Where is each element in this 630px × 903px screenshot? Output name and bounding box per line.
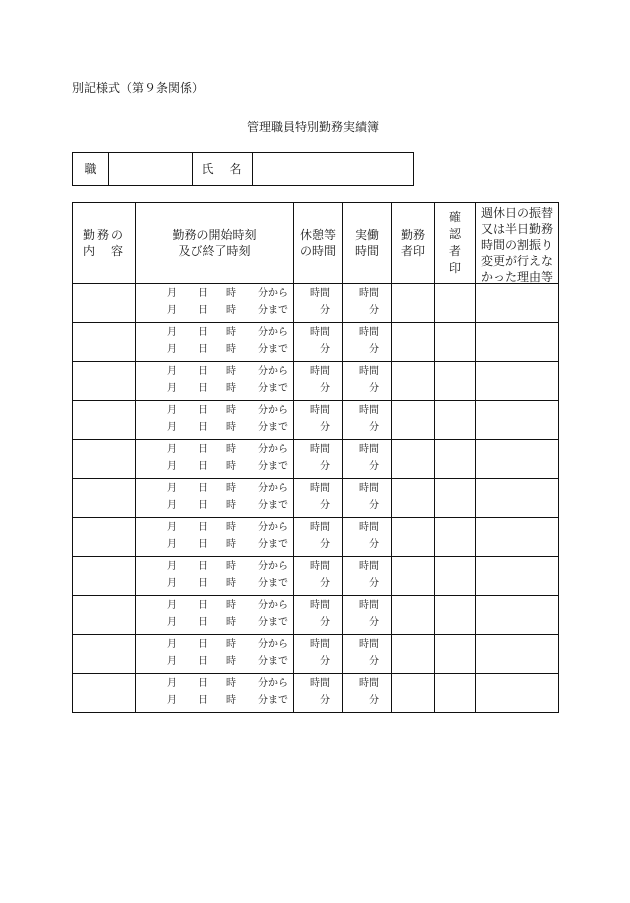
reason-cell [475, 439, 559, 479]
header-line: の時間 [299, 244, 336, 258]
start-end-time-cell [135, 595, 294, 635]
start-day-label: 日 [198, 366, 208, 377]
start-end-time-cell [135, 322, 294, 362]
end-day-label: 日 [198, 539, 208, 550]
start-end-time-cell [135, 439, 294, 479]
start-minute-label: 分から [258, 678, 288, 689]
end-month-label: 月 [167, 695, 177, 706]
reason-cell [475, 556, 559, 596]
end-month-label: 月 [167, 344, 177, 355]
start-hour-label: 時 [226, 483, 236, 494]
actual-time-hours-label: 時間 [359, 288, 379, 299]
end-month-label: 月 [167, 305, 177, 316]
header-break-time [293, 202, 343, 284]
start-minute-label: 分から [258, 366, 288, 377]
start-day-label: 日 [198, 288, 208, 299]
work-content-cell [72, 322, 136, 362]
break-time-cell [293, 595, 343, 635]
work-content-cell [72, 439, 136, 479]
start-month-label: 月 [167, 327, 177, 338]
start-end-time-cell [135, 634, 294, 674]
actual-time-minutes-label: 分 [369, 578, 379, 589]
header-start-end-time [135, 202, 294, 284]
end-day-label: 日 [198, 617, 208, 628]
start-time-line [136, 677, 293, 691]
work-content-cell [72, 634, 136, 674]
break-time-cell [293, 517, 343, 557]
reason-cell [475, 517, 559, 557]
confirmer-seal-cell [434, 478, 476, 518]
work-content-cell [72, 556, 136, 596]
end-day-label: 日 [198, 344, 208, 355]
header-line: 又は半日勤務 [481, 222, 554, 236]
end-day-label: 日 [198, 656, 208, 667]
actual-time-cell [342, 673, 392, 713]
break-time-hours-label: 時間 [310, 405, 330, 416]
worker-seal-cell [391, 673, 435, 713]
header-line: 及び終了時刻 [178, 244, 251, 258]
start-end-time-cell [135, 400, 294, 440]
header-line: 確 [448, 210, 461, 224]
start-minute-label: 分から [258, 444, 288, 455]
actual-time-minutes-label: 分 [369, 539, 379, 550]
end-day-label: 日 [198, 305, 208, 316]
end-minute-label: 分まで [258, 305, 288, 316]
break-time-minutes-label: 分 [320, 500, 330, 511]
worker-seal-cell [391, 478, 435, 518]
end-day-label: 日 [198, 578, 208, 589]
worker-seal-cell [391, 634, 435, 674]
end-time-line [136, 577, 293, 591]
name-label: 氏 名 [192, 152, 253, 186]
start-month-label: 月 [167, 522, 177, 533]
end-minute-label: 分まで [258, 383, 288, 394]
actual-time-hours-label: 時間 [359, 561, 379, 572]
work-content-cell [72, 517, 136, 557]
break-time-cell [293, 439, 343, 479]
start-hour-label: 時 [226, 522, 236, 533]
end-minute-label: 分まで [258, 656, 288, 667]
confirmer-seal-cell [434, 361, 476, 401]
actual-time-minutes-label: 分 [369, 500, 379, 511]
start-day-label: 日 [198, 405, 208, 416]
header-line: 者印 [400, 244, 425, 258]
break-time-hours-label: 時間 [310, 678, 330, 689]
start-hour-label: 時 [226, 327, 236, 338]
confirmer-seal-cell [434, 439, 476, 479]
worker-seal-cell [391, 556, 435, 596]
start-month-label: 月 [167, 678, 177, 689]
end-hour-label: 時 [226, 383, 236, 394]
end-time-line [136, 538, 293, 552]
table-row [72, 400, 559, 440]
worker-seal-cell [391, 361, 435, 401]
header-actual-time [342, 202, 392, 284]
start-month-label: 月 [167, 405, 177, 416]
end-hour-label: 時 [226, 617, 236, 628]
break-time-cell [293, 322, 343, 362]
actual-time-hours-label: 時間 [359, 600, 379, 611]
break-time-hours-label: 時間 [310, 639, 330, 650]
header-line: かった理由等 [481, 270, 554, 284]
end-time-line [136, 382, 293, 396]
start-end-time-cell [135, 673, 294, 713]
start-day-label: 日 [198, 483, 208, 494]
break-time-minutes-label: 分 [320, 695, 330, 706]
end-month-label: 月 [167, 539, 177, 550]
end-hour-label: 時 [226, 656, 236, 667]
end-hour-label: 時 [226, 500, 236, 511]
break-time-cell [293, 556, 343, 596]
start-time-line [136, 287, 293, 301]
start-time-line [136, 443, 293, 457]
start-day-label: 日 [198, 639, 208, 650]
table-row [72, 322, 559, 362]
start-time-line [136, 599, 293, 613]
actual-time-hours-label: 時間 [359, 444, 379, 455]
start-end-time-cell [135, 361, 294, 401]
actual-time-cell [342, 322, 392, 362]
start-month-label: 月 [167, 288, 177, 299]
post-label: 職 [72, 152, 109, 186]
break-time-minutes-label: 分 [320, 344, 330, 355]
start-time-line [136, 560, 293, 574]
end-month-label: 月 [167, 578, 177, 589]
end-day-label: 日 [198, 461, 208, 472]
break-time-minutes-label: 分 [320, 422, 330, 433]
start-time-line [136, 404, 293, 418]
end-hour-label: 時 [226, 461, 236, 472]
work-record-table [72, 202, 559, 713]
start-month-label: 月 [167, 561, 177, 572]
actual-time-cell [342, 283, 392, 323]
end-minute-label: 分まで [258, 539, 288, 550]
end-minute-label: 分まで [258, 422, 288, 433]
actual-time-minutes-label: 分 [369, 617, 379, 628]
table-row [72, 673, 559, 713]
start-hour-label: 時 [226, 600, 236, 611]
break-time-hours-label: 時間 [310, 444, 330, 455]
break-time-minutes-label: 分 [320, 578, 330, 589]
break-time-hours-label: 時間 [310, 366, 330, 377]
work-content-cell [72, 283, 136, 323]
end-month-label: 月 [167, 500, 177, 511]
confirmer-seal-cell [434, 595, 476, 635]
actual-time-cell [342, 634, 392, 674]
break-time-hours-label: 時間 [310, 327, 330, 338]
header-line: 者 [448, 244, 461, 258]
worker-seal-cell [391, 322, 435, 362]
start-hour-label: 時 [226, 405, 236, 416]
header-line: 勤務の開始時刻 [172, 228, 257, 242]
end-day-label: 日 [198, 422, 208, 433]
break-time-minutes-label: 分 [320, 656, 330, 667]
reason-cell [475, 634, 559, 674]
start-minute-label: 分から [258, 639, 288, 650]
work-content-cell [72, 478, 136, 518]
confirmer-seal-cell [434, 634, 476, 674]
start-hour-label: 時 [226, 639, 236, 650]
actual-time-hours-label: 時間 [359, 405, 379, 416]
start-hour-label: 時 [226, 444, 236, 455]
end-hour-label: 時 [226, 344, 236, 355]
start-minute-label: 分から [258, 561, 288, 572]
start-time-line [136, 365, 293, 379]
break-time-minutes-label: 分 [320, 461, 330, 472]
work-content-cell [72, 595, 136, 635]
actual-time-cell [342, 517, 392, 557]
table-row [72, 634, 559, 674]
end-hour-label: 時 [226, 539, 236, 550]
table-row [72, 556, 559, 596]
start-month-label: 月 [167, 639, 177, 650]
start-minute-label: 分から [258, 288, 288, 299]
end-day-label: 日 [198, 500, 208, 511]
end-minute-label: 分まで [258, 578, 288, 589]
header-line: 内 容 [82, 244, 125, 258]
start-minute-label: 分から [258, 405, 288, 416]
end-minute-label: 分まで [258, 617, 288, 628]
end-minute-label: 分まで [258, 344, 288, 355]
start-hour-label: 時 [226, 561, 236, 572]
work-content-cell [72, 400, 136, 440]
reason-cell [475, 673, 559, 713]
break-time-hours-label: 時間 [310, 561, 330, 572]
end-hour-label: 時 [226, 695, 236, 706]
page-title: 管理職員特別勤務実績簿 [247, 120, 380, 134]
start-hour-label: 時 [226, 678, 236, 689]
start-day-label: 日 [198, 561, 208, 572]
actual-time-minutes-label: 分 [369, 461, 379, 472]
end-minute-label: 分まで [258, 500, 288, 511]
end-time-line [136, 304, 293, 318]
name-value-cell [252, 152, 414, 186]
reason-cell [475, 400, 559, 440]
end-day-label: 日 [198, 383, 208, 394]
actual-time-hours-label: 時間 [359, 522, 379, 533]
start-month-label: 月 [167, 600, 177, 611]
reason-cell [475, 283, 559, 323]
confirmer-seal-cell [434, 673, 476, 713]
header-line: 勤務の [82, 228, 125, 242]
break-time-hours-label: 時間 [310, 288, 330, 299]
worker-seal-cell [391, 283, 435, 323]
break-time-minutes-label: 分 [320, 383, 330, 394]
actual-time-minutes-label: 分 [369, 305, 379, 316]
end-hour-label: 時 [226, 422, 236, 433]
start-time-line [136, 521, 293, 535]
break-time-cell [293, 400, 343, 440]
end-month-label: 月 [167, 617, 177, 628]
end-time-line [136, 421, 293, 435]
actual-time-cell [342, 556, 392, 596]
worker-seal-cell [391, 595, 435, 635]
actual-time-cell [342, 478, 392, 518]
actual-time-cell [342, 361, 392, 401]
end-time-line [136, 499, 293, 513]
table-row [72, 283, 559, 323]
header-worker-seal [391, 202, 435, 284]
start-time-line [136, 326, 293, 340]
post-value-cell [108, 152, 193, 186]
actual-time-hours-label: 時間 [359, 366, 379, 377]
start-month-label: 月 [167, 444, 177, 455]
end-day-label: 日 [198, 695, 208, 706]
start-day-label: 日 [198, 327, 208, 338]
end-month-label: 月 [167, 422, 177, 433]
break-time-minutes-label: 分 [320, 305, 330, 316]
start-day-label: 日 [198, 600, 208, 611]
break-time-hours-label: 時間 [310, 483, 330, 494]
employee-info-table [72, 152, 414, 186]
form-label: 別記様式（第９条関係） [72, 81, 205, 95]
actual-time-hours-label: 時間 [359, 483, 379, 494]
break-time-cell [293, 478, 343, 518]
end-hour-label: 時 [226, 578, 236, 589]
header-reason [475, 202, 559, 284]
end-month-label: 月 [167, 656, 177, 667]
break-time-hours-label: 時間 [310, 522, 330, 533]
confirmer-seal-cell [434, 400, 476, 440]
table-header-row [72, 202, 559, 284]
table-row [72, 439, 559, 479]
reason-cell [475, 478, 559, 518]
actual-time-minutes-label: 分 [369, 422, 379, 433]
start-month-label: 月 [167, 366, 177, 377]
end-hour-label: 時 [226, 305, 236, 316]
header-line: 時間 [354, 244, 379, 258]
header-line: 休憩等 [299, 228, 336, 242]
actual-time-cell [342, 595, 392, 635]
break-time-cell [293, 283, 343, 323]
end-month-label: 月 [167, 383, 177, 394]
confirmer-seal-cell [434, 283, 476, 323]
break-time-cell [293, 673, 343, 713]
start-hour-label: 時 [226, 288, 236, 299]
break-time-minutes-label: 分 [320, 617, 330, 628]
end-time-line [136, 616, 293, 630]
header-work-content [72, 202, 136, 284]
end-minute-label: 分まで [258, 461, 288, 472]
worker-seal-cell [391, 400, 435, 440]
actual-time-hours-label: 時間 [359, 678, 379, 689]
start-end-time-cell [135, 517, 294, 557]
start-minute-label: 分から [258, 327, 288, 338]
reason-cell [475, 361, 559, 401]
start-day-label: 日 [198, 444, 208, 455]
header-line: 勤務 [400, 228, 425, 242]
start-day-label: 日 [198, 678, 208, 689]
header-line: 認 [448, 227, 461, 241]
table-row [72, 517, 559, 557]
break-time-minutes-label: 分 [320, 539, 330, 550]
header-line: 印 [448, 261, 461, 275]
break-time-hours-label: 時間 [310, 600, 330, 611]
start-minute-label: 分から [258, 600, 288, 611]
header-line: 時間の割振り [481, 238, 554, 252]
table-row [72, 595, 559, 635]
start-minute-label: 分から [258, 522, 288, 533]
start-day-label: 日 [198, 522, 208, 533]
start-time-line [136, 638, 293, 652]
end-time-line [136, 694, 293, 708]
actual-time-hours-label: 時間 [359, 327, 379, 338]
worker-seal-cell [391, 439, 435, 479]
end-time-line [136, 343, 293, 357]
work-content-cell [72, 361, 136, 401]
end-month-label: 月 [167, 461, 177, 472]
actual-time-minutes-label: 分 [369, 383, 379, 394]
start-end-time-cell [135, 556, 294, 596]
break-time-cell [293, 634, 343, 674]
work-content-cell [72, 673, 136, 713]
table-row [72, 478, 559, 518]
header-line: 変更が行えな [481, 254, 554, 268]
start-hour-label: 時 [226, 366, 236, 377]
end-minute-label: 分まで [258, 695, 288, 706]
header-line: 週休日の振替 [481, 206, 554, 220]
actual-time-cell [342, 400, 392, 440]
start-end-time-cell [135, 283, 294, 323]
reason-cell [475, 595, 559, 635]
confirmer-seal-cell [434, 517, 476, 557]
table-row [72, 361, 559, 401]
start-time-line [136, 482, 293, 496]
actual-time-hours-label: 時間 [359, 639, 379, 650]
actual-time-cell [342, 439, 392, 479]
confirmer-seal-cell [434, 322, 476, 362]
confirmer-seal-cell [434, 556, 476, 596]
actual-time-minutes-label: 分 [369, 695, 379, 706]
end-time-line [136, 655, 293, 669]
start-minute-label: 分から [258, 483, 288, 494]
end-time-line [136, 460, 293, 474]
actual-time-minutes-label: 分 [369, 344, 379, 355]
actual-time-minutes-label: 分 [369, 656, 379, 667]
start-month-label: 月 [167, 483, 177, 494]
start-end-time-cell [135, 478, 294, 518]
break-time-cell [293, 361, 343, 401]
header-confirmer-seal [434, 202, 476, 284]
header-line: 実働 [354, 228, 379, 242]
reason-cell [475, 322, 559, 362]
worker-seal-cell [391, 517, 435, 557]
